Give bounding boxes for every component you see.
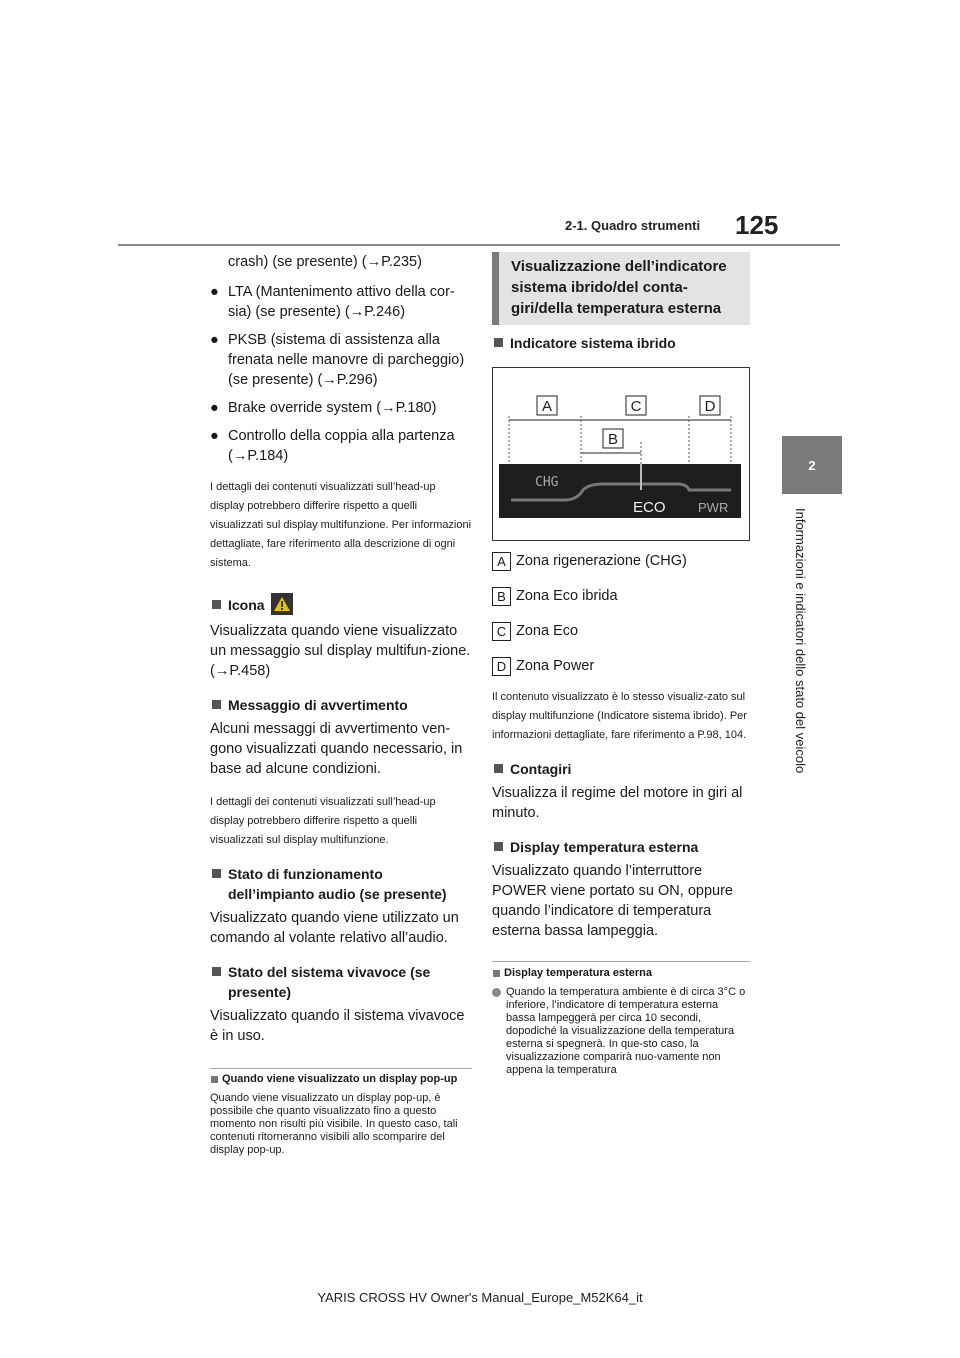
heading-text: Stato del sistema vivavoce (se presente): [228, 964, 431, 1001]
section-heading-handsfree: [210, 962, 472, 1002]
warning-description: Alcuni messaggi di avvertimento ven-gono visualizzati quando necessario, in base ad alcune condizioni.: [210, 721, 463, 778]
header-divider: [118, 244, 840, 246]
list-item-text: PKSB (sistema di assistenza alla frenata nelle manovre di parcheggio) (se presente) (→P.296): [228, 332, 465, 388]
heading-text: Display temperatura esterna: [510, 839, 699, 855]
bullet-dot-icon: ●: [210, 428, 219, 444]
legend-key: B: [492, 587, 511, 606]
square-bullet-icon: [493, 970, 500, 977]
popup-note-text: Quando viene visualizzato un display pop-up, è possibile che quanto visualizzato fino a questo momento non risulti più visibile. In questo caso, tali contenuti ritorneranno visibili allo scomparire del display pop-up.: [210, 1092, 458, 1157]
callout-label-d: D: [704, 398, 716, 415]
temp-note-heading: [492, 967, 750, 980]
square-bullet-icon: [494, 842, 503, 851]
section-heading-warning-message: [210, 695, 472, 715]
header-section-title: 2-1. Quadro strumenti: [565, 218, 701, 233]
hud-note-2: I dettagli dei contenuti visualizzati sull’head-up display potrebbero differire rispetto a quelli visualizzati sul display multifunzione.: [210, 796, 436, 847]
legend-text: Zona Eco ibrida: [516, 588, 618, 604]
section-title: Visualizzazione dell’indicatore sistema ibrido/del conta-giri/della temperatura esterna: [492, 252, 750, 325]
bullet-dot-icon: ●: [210, 284, 219, 300]
legend-item-c: [492, 621, 750, 641]
warning-triangle-icon: [271, 593, 293, 615]
heading-text: Stato di funzionamento dell’impianto audio (se presente): [228, 866, 447, 903]
section-heading-tachometer: [492, 759, 750, 779]
chapter-tab: [782, 436, 842, 494]
bullet-dot-icon: ●: [210, 332, 219, 348]
note-divider: [492, 961, 750, 962]
tachometer-description: Visualizza il regime del motore in giri al minuto.: [492, 785, 743, 821]
display-label-pwr: PWR: [698, 500, 729, 515]
hybrid-indicator-figure: [492, 367, 750, 541]
outside-temp-description: Visualizzato quando l’interruttore POWER viene portato su ON, oppure quando l’indicatore di temperatura esterna bassa lampeggia.: [492, 863, 733, 939]
right-column: [492, 252, 750, 1077]
display-label-chg: CHG: [535, 475, 559, 490]
square-bullet-icon: [211, 1076, 218, 1083]
section-heading-audio: [210, 864, 472, 904]
callout-label-b: B: [607, 431, 619, 448]
page-number: 125: [735, 210, 779, 240]
heading-text: Quando viene visualizzato un display pop-up: [222, 1073, 458, 1086]
legend-key: D: [492, 657, 511, 676]
heading-text: Contagiri: [510, 761, 572, 777]
chapter-title-vertical: Informazioni e indicatori dello stato del veicolo: [793, 508, 808, 774]
list-item: [210, 426, 472, 466]
list-item: [210, 398, 472, 418]
square-bullet-icon: [494, 764, 503, 773]
temp-note-item: [492, 986, 750, 1077]
callout-label-c: C: [630, 398, 642, 415]
list-item-text: Brake override system (→P.180): [228, 400, 437, 416]
circle-bullet-icon: [492, 988, 501, 997]
legend-item-a: [492, 551, 750, 571]
legend-item-b: [492, 586, 750, 606]
section-heading-outside-temp: [492, 837, 750, 857]
continuation-text: crash) (se presente) (→P.235): [228, 254, 422, 270]
square-bullet-icon: [494, 338, 503, 347]
square-bullet-icon: [212, 967, 221, 976]
hybrid-indicator-illustration: [493, 368, 749, 540]
audio-description: Visualizzato quando viene utilizzato un comando al volante relativo all’audio.: [210, 910, 459, 947]
heading-text: Indicatore sistema ibrido: [510, 335, 676, 351]
callout-label-a: A: [541, 398, 553, 415]
display-label-eco: ECO: [633, 499, 666, 516]
bullet-dot-icon: ●: [210, 400, 219, 416]
square-bullet-icon: [212, 600, 221, 609]
list-item: [210, 330, 472, 390]
section-heading-hybrid: [492, 333, 750, 353]
popup-note-heading: [210, 1073, 472, 1086]
section-heading-icona: [210, 595, 472, 617]
legend-key: A: [492, 552, 511, 571]
legend-key: C: [492, 622, 511, 641]
list-item-text: LTA (Mantenimento attivo della cor-sia) (se presente) (→P.246): [228, 284, 455, 320]
square-bullet-icon: [212, 700, 221, 709]
list-item-text: Controllo della coppia alla partenza (→P.184): [228, 428, 455, 464]
hybrid-note: Il contenuto visualizzato è lo stesso visualiz-zato sul display multifunzione (Indicatore sistema ibrido). Per informazioni dettagliate, fare riferimento a P.98, 104.: [492, 691, 747, 741]
handsfree-description: Visualizzato quando il sistema vivavoce è in uso.: [210, 1008, 465, 1045]
heading-text: Messaggio di avvertimento: [228, 697, 408, 714]
list-item: [210, 282, 472, 322]
legend-text: Zona Power: [516, 658, 595, 674]
square-bullet-icon: [212, 869, 221, 878]
note-divider: [210, 1068, 472, 1069]
legend-text: Zona Eco: [516, 623, 579, 639]
chapter-number: 2: [808, 457, 816, 473]
page-footer: YARIS CROSS HV Owner's Manual_Europe_M52K64_it: [317, 1290, 643, 1305]
legend-text: Zona rigenerazione (CHG): [516, 553, 687, 569]
hud-note: I dettagli dei contenuti visualizzati sull’head-up display potrebbero differire rispetto a quelli visualizzati sul display multifunzione. Per informazioni dettagliate, fare riferimento alla descrizione di ogni sistema.: [210, 481, 472, 569]
icona-description: Visualizzata quando viene visualizzato un messaggio sul display multifun-zione. (→P.458): [210, 623, 471, 680]
note-text: Quando la temperatura ambiente è di circa 3°C o inferiore, l’indicatore di temperatura esterna bassa lampeggerà per circa 10 secondi, dopodiché la visualizzazione della temperatura esterna si spegnerà. In que-sto caso, la visualizzazione comparirà nuo-vamente non appena la temperatura: [506, 986, 746, 1076]
left-column: [210, 252, 472, 1157]
legend-item-d: [492, 656, 750, 676]
heading-text: Display temperatura esterna: [504, 967, 652, 979]
heading-text: Icona: [228, 597, 265, 613]
